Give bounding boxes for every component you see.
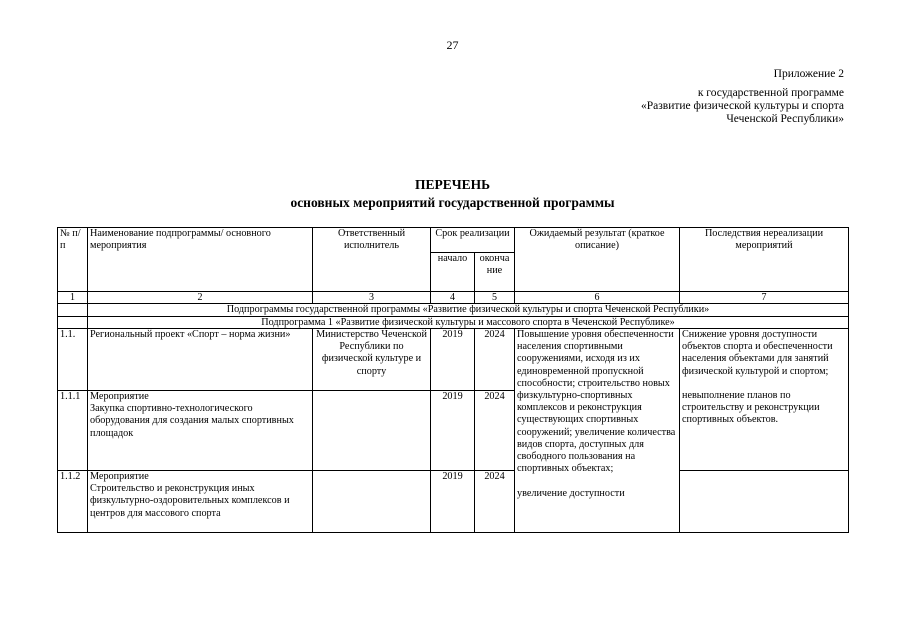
col-number: 1 [58,292,88,304]
header-start: начало [431,253,475,292]
section-empty-cell [58,316,88,329]
row-executor [313,391,431,471]
header-name: Наименование подпрограммы/ основного мероприятия [88,228,313,292]
col-number: 2 [88,292,313,304]
table-row [58,329,849,391]
column-numbers-row [58,292,849,304]
header-end: окончание [475,253,515,292]
row-executor: Министерство Чеченской Республики по физической культуре и спорту [313,329,431,391]
header-row [58,228,849,253]
row-start: 2019 [431,391,475,471]
row-name: Региональный проект «Спорт – норма жизни» [88,329,313,391]
header-executor: Ответственный исполнитель [313,228,431,292]
appendix-line-2: «Развитие физической культуры и спорта [641,100,844,112]
row-name: Мероприятие Строительство и реконструкция иных физкультурно-оздоровительных комплексов и центров для массового спорта [88,471,313,533]
row-result: Повышение уровня обеспеченности населения спортивными сооружениями, исходя из их единовременной пропускной способности; строительство новых физкультурно-спортивных комплексов и реконструкция существующих спортивных сооружений; увеличение количества видов спорта, доступных для свободного пользования на спортивных объектах; увеличение доступности [515,329,680,533]
row-name: Мероприятие Закупка спортивно-технологического оборудования для создания малых спортивных площадок [88,391,313,471]
row-end: 2024 [475,471,515,533]
row-num: 1.1.1 [58,391,88,471]
appendix-label: Приложение 2 [773,68,844,80]
row-num: 1.1. [58,329,88,391]
section-program-row [58,304,849,317]
col-number: 6 [515,292,680,304]
measures-table [57,227,849,533]
row-start: 2019 [431,329,475,391]
table-row [58,471,849,533]
row-start: 2019 [431,471,475,533]
page-number: 27 [446,38,459,52]
row-end: 2024 [475,329,515,391]
title-line-1: ПЕРЕЧЕНЬ [414,177,491,192]
row-consequence-empty [680,471,849,533]
row-consequence: Снижение уровня доступности объектов спорта и обеспеченности населения объектами для занятий физической культурой и спортом; невыполнение планов по строительству и реконструкции спортивных объектов. [680,329,849,471]
col-number: 3 [313,292,431,304]
row-end: 2024 [475,391,515,471]
section-sub1-row [58,316,849,329]
row-num: 1.1.2 [58,471,88,533]
appendix-line-1: к государственной программе [697,87,844,99]
appendix-block [641,68,844,126]
section-empty-cell [58,304,88,317]
header-num: № п/п [58,228,88,292]
appendix-line-3: Чеченской Республики» [726,113,844,125]
section-program-title: Подпрограммы государственной программы «Развитие физической культуры и спорта Чеченской Республики» [88,304,849,317]
header-term: Срок реализации [431,228,515,253]
col-number: 7 [680,292,849,304]
col-number: 4 [431,292,475,304]
header-consequence: Последствия нереализации мероприятий [680,228,849,292]
document-title [0,176,905,212]
section-sub1-title: Подпрограмма 1 «Развитие физической культуры и массового спорта в Чеченской Республике» [88,316,849,329]
col-number: 5 [475,292,515,304]
title-line-2: основных мероприятий государственной программы [290,195,615,210]
row-executor [313,471,431,533]
header-result: Ожидаемый результат (краткое описание) [515,228,680,292]
